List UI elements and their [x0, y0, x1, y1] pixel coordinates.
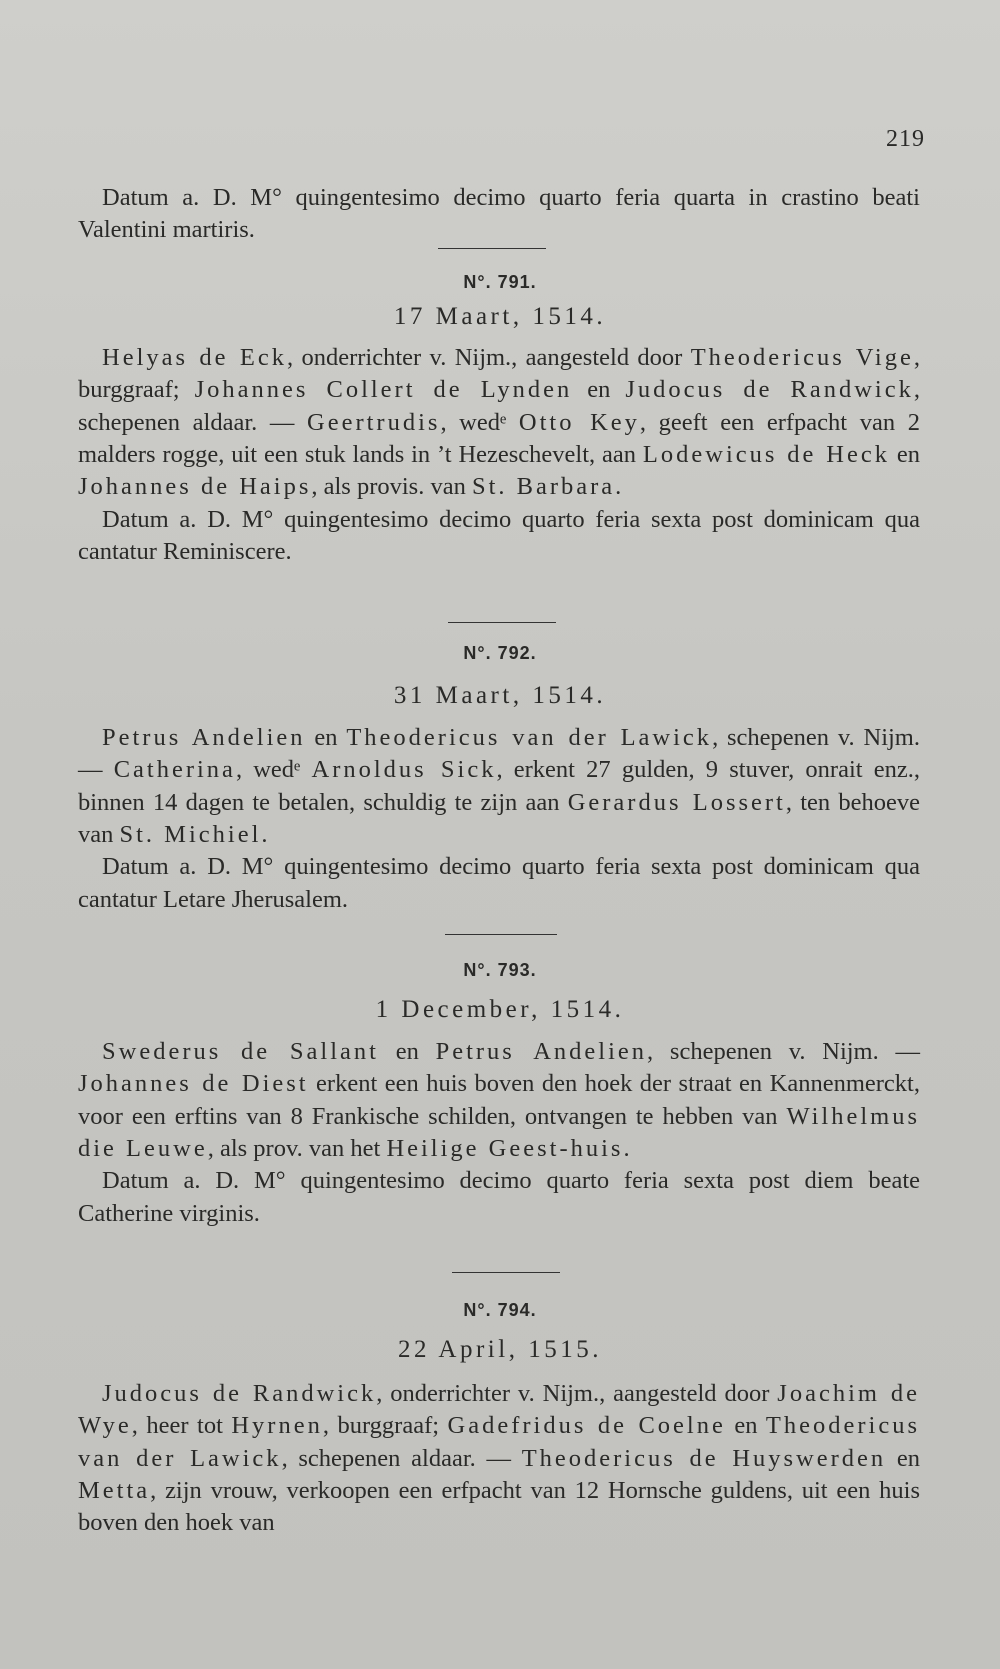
- body-text: en: [305, 724, 347, 751]
- entry-number-791: N°. 791.: [463, 272, 537, 292]
- entry-body-792: [78, 722, 920, 916]
- body-text: , schepenen aldaar. —: [78, 376, 920, 436]
- person-name: Judocus de Randwick: [625, 376, 914, 404]
- body-text: en: [886, 1444, 920, 1472]
- body-text: , schepenen aldaar. —: [281, 1444, 522, 1472]
- person-name: Swederus de Sallant: [102, 1038, 379, 1065]
- body-text: , ten behoeve van: [78, 788, 920, 848]
- person-name: Theodericus de Huyswerden: [521, 1444, 887, 1472]
- body-text: , burggraaf;: [78, 344, 920, 404]
- person-name: Johannes Collert de Lynden: [194, 376, 573, 404]
- separator-rule: [448, 622, 556, 623]
- body-text: , geeft een erfpacht van 2 malders rogge, uit een stuk lands in ’t Hezeschevelt, aan: [78, 408, 920, 468]
- body-text: en: [725, 1412, 766, 1440]
- entry-datum-792: Datum a. D. M° quingentesimo decimo quarto feria sexta post dominicam qua cantatur Letare Jherusalem.: [78, 853, 920, 913]
- institution-name: Heilige Geest-huis: [386, 1134, 624, 1162]
- body-text: , wedᵉ: [440, 408, 519, 436]
- person-name: Johannes de Haips: [78, 473, 312, 501]
- body-text: , schepenen v. Nijm. —: [647, 1038, 920, 1065]
- person-name: Metta: [78, 1476, 151, 1504]
- entry-date-791: 17 Maart, 1514.: [393, 303, 607, 330]
- entry-body-791: [78, 342, 920, 568]
- body-text: , schepenen v. Nijm. —: [78, 724, 920, 784]
- person-name: Helyas de Eck: [102, 344, 287, 371]
- body-text: .: [261, 820, 268, 848]
- person-name: Geertrudis: [307, 408, 441, 436]
- person-name: Theodericus Vige: [690, 344, 914, 371]
- person-name: Judocus de Randwick: [102, 1380, 377, 1407]
- body-text: .: [623, 1134, 630, 1162]
- entry-number-792: N°. 792.: [463, 643, 537, 663]
- entry-date-792: 31 Maart, 1514.: [393, 682, 607, 709]
- institution-name: St. Barbara: [471, 473, 616, 501]
- body-text: en: [889, 440, 920, 468]
- continuation-line-1: Datum a. D. M° quingentesimo decimo quarto feria quarta in crastino: [102, 184, 859, 211]
- person-name: Otto Key: [518, 408, 640, 436]
- body-text: , onderrichter v. Nijm., aangesteld door: [376, 1380, 778, 1407]
- body-text: , heer tot: [131, 1412, 232, 1440]
- person-name: Gerardus Lossert: [567, 788, 786, 816]
- continuation-datum: [78, 182, 920, 247]
- person-name: Petrus Andelien: [102, 724, 306, 751]
- person-name: Johannes de Diest: [78, 1070, 309, 1098]
- entry-body-794: [78, 1378, 920, 1540]
- body-text: en: [572, 376, 626, 404]
- body-text: erkent een huis boven den hoek der straat en Kannenmerckt, voor een erftins van 8 Frankische schilden, ontvangen te hebben van: [78, 1070, 920, 1130]
- separator-rule: [452, 1272, 560, 1273]
- person-name: Theodericus van der Lawick: [78, 1412, 921, 1472]
- body-text: , als prov. van het: [207, 1134, 387, 1162]
- body-text: .: [615, 473, 622, 501]
- body-text: , als provis. van: [311, 473, 472, 501]
- body-text: , onderrichter v. Nijm., aangesteld door: [286, 344, 691, 371]
- institution-name: St. Michiel: [119, 820, 262, 848]
- entry-datum-791: Datum a. D. M° quingentesimo decimo quarto feria sexta post dominicam qua cantatur Reminiscere.: [78, 505, 920, 565]
- person-name: Catherina: [113, 756, 236, 784]
- place-name: Hyrnen: [231, 1412, 323, 1440]
- person-name: Lodewicus de Heck: [642, 440, 890, 468]
- person-name: Petrus Andelien: [435, 1038, 648, 1065]
- separator-rule: [445, 934, 557, 935]
- entry-body-793: [78, 1036, 920, 1230]
- entry-number-794: N°. 794.: [463, 1300, 537, 1320]
- separator-rule: [438, 248, 546, 249]
- person-name: Joachim de Wye: [78, 1380, 920, 1440]
- entry-date-793: 1 December, 1514.: [375, 996, 625, 1023]
- continuation-line-2: beati Valentini martiris.: [78, 184, 920, 244]
- entry-datum-793: Datum a. D. M° quingentesimo decimo quarto feria sexta post diem beate Catherine virginis.: [78, 1167, 920, 1227]
- person-name: Theodericus van der Lawick: [346, 724, 713, 751]
- page-number: 219: [886, 126, 925, 152]
- person-name: Wilhelmus die Leuwe: [78, 1102, 920, 1162]
- body-text: , burggraaf;: [322, 1412, 448, 1440]
- body-text: , wedᵉ: [235, 756, 312, 784]
- entry-date-794: 22 April, 1515.: [398, 1336, 602, 1363]
- body-text: en: [378, 1038, 436, 1065]
- person-name: Gadefridus de Coelne: [447, 1412, 726, 1440]
- entry-number-793: N°. 793.: [463, 960, 537, 980]
- person-name: Arnoldus Sick: [311, 756, 497, 784]
- body-text: , erkent 27 gulden, 9 stuver, onrait enz., binnen 14 dagen te betalen, schuldig te zijn aan: [78, 756, 921, 816]
- body-text: , zijn vrouw, verkoopen een erfpacht van 12 Hornsche guldens, uit een huis boven den hoek van: [78, 1476, 920, 1537]
